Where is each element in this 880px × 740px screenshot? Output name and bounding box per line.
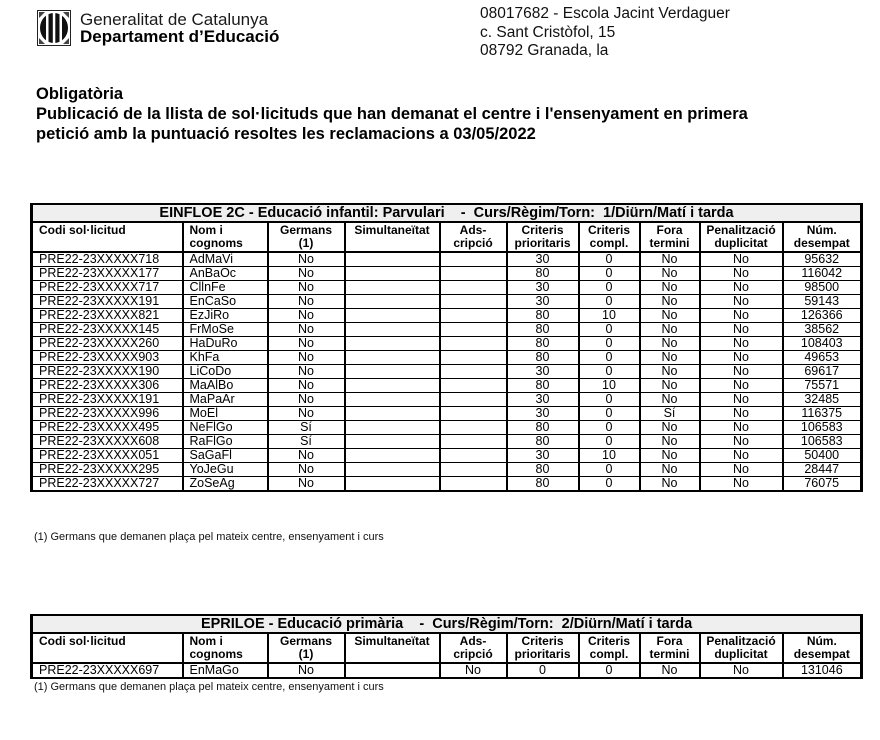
column-header-sublabel: termini (649, 236, 690, 250)
cell-num-desempat: 108403 (783, 337, 862, 351)
cell-simultaneitat (345, 365, 440, 379)
column-header-label: Criteris (587, 223, 631, 237)
column-header-sublabel: compl. (589, 236, 629, 250)
table-row (32, 281, 862, 295)
column-header-criteris-compl (579, 633, 640, 663)
heading-category: Obligatòria (36, 85, 124, 103)
cell-nom-cognoms: MaPaAr (183, 393, 268, 407)
cell-adscripcio (440, 351, 507, 365)
cell-fora-termini: No (640, 351, 700, 365)
column-header-label: Núm. (806, 634, 837, 648)
cell-penalitzacio-duplicitat: No (700, 379, 783, 393)
cell-fora-termini: No (640, 267, 700, 281)
cell-simultaneitat (345, 379, 440, 393)
cell-criteris-prioritaris: 30 (507, 281, 579, 295)
cell-fora-termini: No (640, 295, 700, 309)
cell-codi-sollicitud: PRE22-23XXXXX177 (32, 267, 183, 281)
org-name: Generalitat de Catalunya (80, 10, 269, 29)
cell-criteris-prioritaris: 0 (507, 663, 579, 678)
cell-criteris-compl: 0 (579, 407, 640, 421)
cell-adscripcio (440, 393, 507, 407)
column-header-fora-termini (640, 222, 700, 252)
cell-num-desempat: 75571 (783, 379, 862, 393)
column-header-label: Núm. (806, 223, 837, 237)
cell-codi-sollicitud: PRE22-23XXXXX697 (32, 663, 183, 678)
column-header-penalitzacio-duplicitat (700, 633, 783, 663)
cell-criteris-compl: 0 (579, 252, 640, 267)
cell-nom-cognoms: KhFa (183, 351, 268, 365)
cell-penalitzacio-duplicitat: No (700, 663, 783, 678)
cell-fora-termini: No (640, 309, 700, 323)
table-row (32, 463, 862, 477)
cell-nom-cognoms: RaFlGo (183, 435, 268, 449)
cell-num-desempat: 95632 (783, 252, 862, 267)
einfloe-applications-table (30, 203, 863, 492)
cell-criteris-prioritaris: 80 (507, 477, 579, 492)
cell-criteris-compl: 0 (579, 337, 640, 351)
cell-adscripcio (440, 407, 507, 421)
table-row (32, 267, 862, 281)
cell-criteris-prioritaris: 30 (507, 393, 579, 407)
column-header-sublabel: cripció (453, 236, 493, 250)
cell-nom-cognoms: MaAlBo (183, 379, 268, 393)
cell-criteris-compl: 0 (579, 477, 640, 492)
cell-adscripcio (440, 477, 507, 492)
table-row (32, 252, 862, 267)
cell-simultaneitat (345, 252, 440, 267)
cell-criteris-compl: 0 (579, 663, 640, 678)
cell-germans: No (268, 407, 345, 421)
column-header-sublabel: prioritaris (514, 647, 571, 661)
cell-penalitzacio-duplicitat: No (700, 323, 783, 337)
cell-criteris-prioritaris: 80 (507, 463, 579, 477)
cell-penalitzacio-duplicitat: No (700, 421, 783, 435)
cell-fora-termini: No (640, 252, 700, 267)
cell-criteris-compl: 10 (579, 449, 640, 463)
cell-codi-sollicitud: PRE22-23XXXXX190 (32, 365, 183, 379)
cell-nom-cognoms: NeFlGo (183, 421, 268, 435)
table-title: EINFLOE 2C - Educació infantil: Parvulari - Curs/Règim/Torn: 1/Diürn/Matí i tarda (32, 204, 862, 222)
cell-num-desempat: 32485 (783, 393, 862, 407)
cell-codi-sollicitud: PRE22-23XXXXX051 (32, 449, 183, 463)
cell-criteris-compl: 0 (579, 365, 640, 379)
cell-fora-termini: No (640, 281, 700, 295)
cell-adscripcio (440, 309, 507, 323)
cell-codi-sollicitud: PRE22-23XXXXX718 (32, 252, 183, 267)
cell-fora-termini: No (640, 337, 700, 351)
cell-num-desempat: 106583 (783, 435, 862, 449)
cell-germans: No (268, 663, 345, 678)
cell-germans: No (268, 267, 345, 281)
column-header-label: Penalització (706, 223, 776, 237)
cell-fora-termini: No (640, 323, 700, 337)
cell-codi-sollicitud: PRE22-23XXXXX996 (32, 407, 183, 421)
cell-num-desempat: 38562 (783, 323, 862, 337)
cell-criteris-compl: 10 (579, 309, 640, 323)
cell-fora-termini: No (640, 663, 700, 678)
table-row (32, 379, 862, 393)
column-header-label: Penalització (706, 634, 776, 648)
cell-simultaneitat (345, 663, 440, 678)
cell-germans: No (268, 463, 345, 477)
column-header-codi-sollicitud (32, 633, 183, 663)
cell-fora-termini: Sí (640, 407, 700, 421)
cell-nom-cognoms: AdMaVi (183, 252, 268, 267)
column-header-penalitzacio-duplicitat (700, 222, 783, 252)
cell-germans: No (268, 393, 345, 407)
cell-simultaneitat (345, 421, 440, 435)
table-row (32, 421, 862, 435)
column-header-germans (268, 222, 345, 252)
cell-num-desempat: 59143 (783, 295, 862, 309)
footnote: (1) Germans que demanen plaça pel mateix centre, ensenyament i curs (34, 681, 384, 693)
table-row (32, 435, 862, 449)
cell-simultaneitat (345, 309, 440, 323)
cell-germans: No (268, 449, 345, 463)
cell-codi-sollicitud: PRE22-23XXXXX191 (32, 393, 183, 407)
cell-penalitzacio-duplicitat: No (700, 463, 783, 477)
table-row (32, 449, 862, 463)
cell-codi-sollicitud: PRE22-23XXXXX306 (32, 379, 183, 393)
column-header-label: Germans (279, 634, 333, 648)
cell-penalitzacio-duplicitat: No (700, 477, 783, 492)
heading-title-line2: petició amb la puntuació resoltes les reclamacions a 03/05/2022 (36, 125, 536, 143)
epriloe-applications-table (30, 614, 863, 679)
cell-criteris-prioritaris: 80 (507, 435, 579, 449)
cell-criteris-prioritaris: 30 (507, 365, 579, 379)
school-name: 08017682 - Escola Jacint Verdaguer (480, 5, 730, 22)
column-header-sublabel: compl. (589, 647, 629, 661)
column-header-row (32, 222, 862, 252)
table-row (32, 295, 862, 309)
column-header-adscripcio (440, 222, 507, 252)
column-header-nom-cognoms (183, 222, 268, 252)
cell-criteris-compl: 0 (579, 323, 640, 337)
column-header-label: Simultaneïtat (354, 634, 430, 648)
generalitat-shield-icon (37, 10, 71, 46)
cell-criteris-prioritaris: 80 (507, 421, 579, 435)
cell-nom-cognoms: SaGaFl (183, 449, 268, 463)
column-header-simultaneitat (345, 633, 440, 663)
table-row (32, 393, 862, 407)
cell-penalitzacio-duplicitat: No (700, 337, 783, 351)
cell-nom-cognoms: EzJiRo (183, 309, 268, 323)
cell-simultaneitat (345, 337, 440, 351)
generalitat-logo (37, 10, 279, 46)
cell-codi-sollicitud: PRE22-23XXXXX260 (32, 337, 183, 351)
cell-criteris-compl: 0 (579, 295, 640, 309)
cell-criteris-compl: 0 (579, 393, 640, 407)
cell-criteris-compl: 0 (579, 351, 640, 365)
cell-penalitzacio-duplicitat: No (700, 309, 783, 323)
cell-adscripcio (440, 252, 507, 267)
cell-simultaneitat (345, 449, 440, 463)
cell-germans: No (268, 351, 345, 365)
column-header-sublabel: cognoms (189, 647, 243, 661)
column-header-label: Fora (656, 634, 683, 648)
cell-codi-sollicitud: PRE22-23XXXXX495 (32, 421, 183, 435)
cell-germans: Sí (268, 435, 345, 449)
cell-nom-cognoms: EnMaGo (183, 663, 268, 678)
cell-nom-cognoms: EnCaSo (183, 295, 268, 309)
school-address (480, 5, 730, 61)
cell-germans: No (268, 337, 345, 351)
cell-codi-sollicitud: PRE22-23XXXXX717 (32, 281, 183, 295)
cell-criteris-prioritaris: 80 (507, 337, 579, 351)
column-header-adscripcio (440, 633, 507, 663)
column-header-simultaneitat (345, 222, 440, 252)
cell-penalitzacio-duplicitat: No (700, 407, 783, 421)
cell-adscripcio (440, 267, 507, 281)
cell-criteris-prioritaris: 80 (507, 267, 579, 281)
cell-nom-cognoms: CllnFe (183, 281, 268, 295)
cell-penalitzacio-duplicitat: No (700, 393, 783, 407)
column-header-sublabel: (1) (298, 236, 314, 250)
cell-germans: No (268, 477, 345, 492)
cell-criteris-compl: 0 (579, 435, 640, 449)
cell-num-desempat: 126366 (783, 309, 862, 323)
cell-adscripcio (440, 323, 507, 337)
cell-nom-cognoms: HaDuRo (183, 337, 268, 351)
cell-codi-sollicitud: PRE22-23XXXXX821 (32, 309, 183, 323)
cell-penalitzacio-duplicitat: No (700, 252, 783, 267)
cell-penalitzacio-duplicitat: No (700, 365, 783, 379)
column-header-sublabel: duplicitat (714, 236, 768, 250)
column-header-sublabel: desempat (793, 647, 850, 661)
cell-simultaneitat (345, 267, 440, 281)
cell-fora-termini: No (640, 463, 700, 477)
column-header-label: Ads- (459, 223, 487, 237)
column-header-nom-cognoms (183, 633, 268, 663)
cell-codi-sollicitud: PRE22-23XXXXX191 (32, 295, 183, 309)
cell-fora-termini: No (640, 379, 700, 393)
table-row (32, 337, 862, 351)
cell-nom-cognoms: ZoSeAg (183, 477, 268, 492)
cell-germans: No (268, 252, 345, 267)
cell-adscripcio (440, 379, 507, 393)
cell-germans: No (268, 365, 345, 379)
cell-penalitzacio-duplicitat: No (700, 435, 783, 449)
cell-nom-cognoms: MoEl (183, 407, 268, 421)
cell-adscripcio (440, 435, 507, 449)
cell-adscripcio (440, 337, 507, 351)
column-header-sublabel: termini (649, 647, 690, 661)
page-heading (36, 84, 856, 144)
cell-germans: No (268, 379, 345, 393)
footnote: (1) Germans que demanen plaça pel mateix centre, ensenyament i curs (34, 531, 384, 543)
table-row (32, 663, 862, 678)
table-row (32, 323, 862, 337)
cell-penalitzacio-duplicitat: No (700, 267, 783, 281)
cell-simultaneitat (345, 323, 440, 337)
column-header-num-desempat (783, 633, 862, 663)
cell-adscripcio (440, 295, 507, 309)
cell-nom-cognoms: LiCoDo (183, 365, 268, 379)
cell-germans: No (268, 295, 345, 309)
column-header-label: Criteris (587, 634, 631, 648)
cell-germans: No (268, 281, 345, 295)
table-row (32, 407, 862, 421)
cell-num-desempat: 69617 (783, 365, 862, 379)
column-header-label: Ads- (459, 634, 487, 648)
cell-simultaneitat (345, 295, 440, 309)
cell-criteris-prioritaris: 80 (507, 323, 579, 337)
column-header-row (32, 633, 862, 663)
column-header-sublabel: duplicitat (714, 647, 768, 661)
cell-num-desempat: 76075 (783, 477, 862, 492)
column-header-label: Criteris (521, 223, 564, 237)
table-title: EPRILOE - Educació primària - Curs/Règim/Torn: 2/Diürn/Matí i tarda (32, 615, 862, 633)
column-header-criteris-prioritaris (507, 633, 579, 663)
cell-criteris-prioritaris: 30 (507, 407, 579, 421)
cell-fora-termini: No (640, 449, 700, 463)
cell-fora-termini: No (640, 435, 700, 449)
column-header-label: Nom i (189, 223, 223, 237)
cell-adscripcio (440, 421, 507, 435)
cell-adscripcio (440, 463, 507, 477)
cell-codi-sollicitud: PRE22-23XXXXX608 (32, 435, 183, 449)
table-row (32, 351, 862, 365)
cell-penalitzacio-duplicitat: No (700, 281, 783, 295)
cell-criteris-prioritaris: 30 (507, 295, 579, 309)
cell-fora-termini: No (640, 421, 700, 435)
cell-num-desempat: 116375 (783, 407, 862, 421)
cell-num-desempat: 106583 (783, 421, 862, 435)
heading-title-line1: Publicació de la llista de sol·licituds que han demanat el centre i l'ensenyament en primera (36, 105, 748, 123)
cell-codi-sollicitud: PRE22-23XXXXX145 (32, 323, 183, 337)
column-header-sublabel: cognoms (189, 236, 243, 250)
cell-criteris-compl: 10 (579, 379, 640, 393)
column-header-label: Simultaneïtat (354, 223, 430, 237)
column-header-label: Codi sol·licitud (39, 634, 126, 648)
cell-simultaneitat (345, 407, 440, 421)
cell-fora-termini: No (640, 477, 700, 492)
column-header-sublabel: prioritaris (514, 236, 571, 250)
column-header-fora-termini (640, 633, 700, 663)
cell-num-desempat: 28447 (783, 463, 862, 477)
cell-fora-termini: No (640, 393, 700, 407)
cell-penalitzacio-duplicitat: No (700, 449, 783, 463)
column-header-criteris-compl (579, 222, 640, 252)
column-header-criteris-prioritaris (507, 222, 579, 252)
cell-criteris-prioritaris: 80 (507, 309, 579, 323)
cell-num-desempat: 116042 (783, 267, 862, 281)
cell-simultaneitat (345, 477, 440, 492)
cell-num-desempat: 98500 (783, 281, 862, 295)
column-header-sublabel: (1) (298, 647, 314, 661)
cell-fora-termini: No (640, 365, 700, 379)
cell-nom-cognoms: FrMoSe (183, 323, 268, 337)
cell-criteris-compl: 0 (579, 267, 640, 281)
cell-num-desempat: 131046 (783, 663, 862, 678)
cell-criteris-compl: 0 (579, 421, 640, 435)
cell-criteris-compl: 0 (579, 463, 640, 477)
cell-codi-sollicitud: PRE22-23XXXXX903 (32, 351, 183, 365)
column-header-sublabel: cripció (453, 647, 493, 661)
cell-criteris-prioritaris: 30 (507, 252, 579, 267)
column-header-label: Codi sol·licitud (39, 223, 126, 237)
cell-criteris-prioritaris: 80 (507, 379, 579, 393)
cell-num-desempat: 50400 (783, 449, 862, 463)
column-header-sublabel: desempat (793, 236, 850, 250)
cell-simultaneitat (345, 351, 440, 365)
cell-codi-sollicitud: PRE22-23XXXXX727 (32, 477, 183, 492)
cell-codi-sollicitud: PRE22-23XXXXX295 (32, 463, 183, 477)
table-row (32, 309, 862, 323)
cell-penalitzacio-duplicitat: No (700, 351, 783, 365)
column-header-label: Nom i (189, 634, 223, 648)
cell-nom-cognoms: AnBaOc (183, 267, 268, 281)
column-header-codi-sollicitud (32, 222, 183, 252)
school-street: c. Sant Cristòfol, 15 (480, 23, 616, 41)
cell-adscripcio (440, 281, 507, 295)
cell-criteris-prioritaris: 30 (507, 449, 579, 463)
cell-adscripcio (440, 365, 507, 379)
cell-simultaneitat (345, 463, 440, 477)
cell-simultaneitat (345, 435, 440, 449)
column-header-label: Germans (279, 223, 333, 237)
cell-nom-cognoms: YoJeGu (183, 463, 268, 477)
cell-adscripcio (440, 449, 507, 463)
column-header-germans (268, 633, 345, 663)
cell-num-desempat: 49653 (783, 351, 862, 365)
cell-adscripcio: No (440, 663, 507, 678)
table-row (32, 365, 862, 379)
cell-simultaneitat (345, 393, 440, 407)
table-row (32, 477, 862, 492)
column-header-num-desempat (783, 222, 862, 252)
cell-germans: No (268, 323, 345, 337)
column-header-label: Fora (656, 223, 683, 237)
cell-penalitzacio-duplicitat: No (700, 295, 783, 309)
column-header-label: Criteris (521, 634, 564, 648)
school-city: 08792 Granada, la (480, 42, 609, 59)
cell-criteris-compl: 0 (579, 281, 640, 295)
cell-germans: No (268, 309, 345, 323)
department-name: Departament d’Educació (80, 27, 280, 46)
cell-germans: Sí (268, 421, 345, 435)
cell-criteris-prioritaris: 80 (507, 351, 579, 365)
cell-simultaneitat (345, 281, 440, 295)
